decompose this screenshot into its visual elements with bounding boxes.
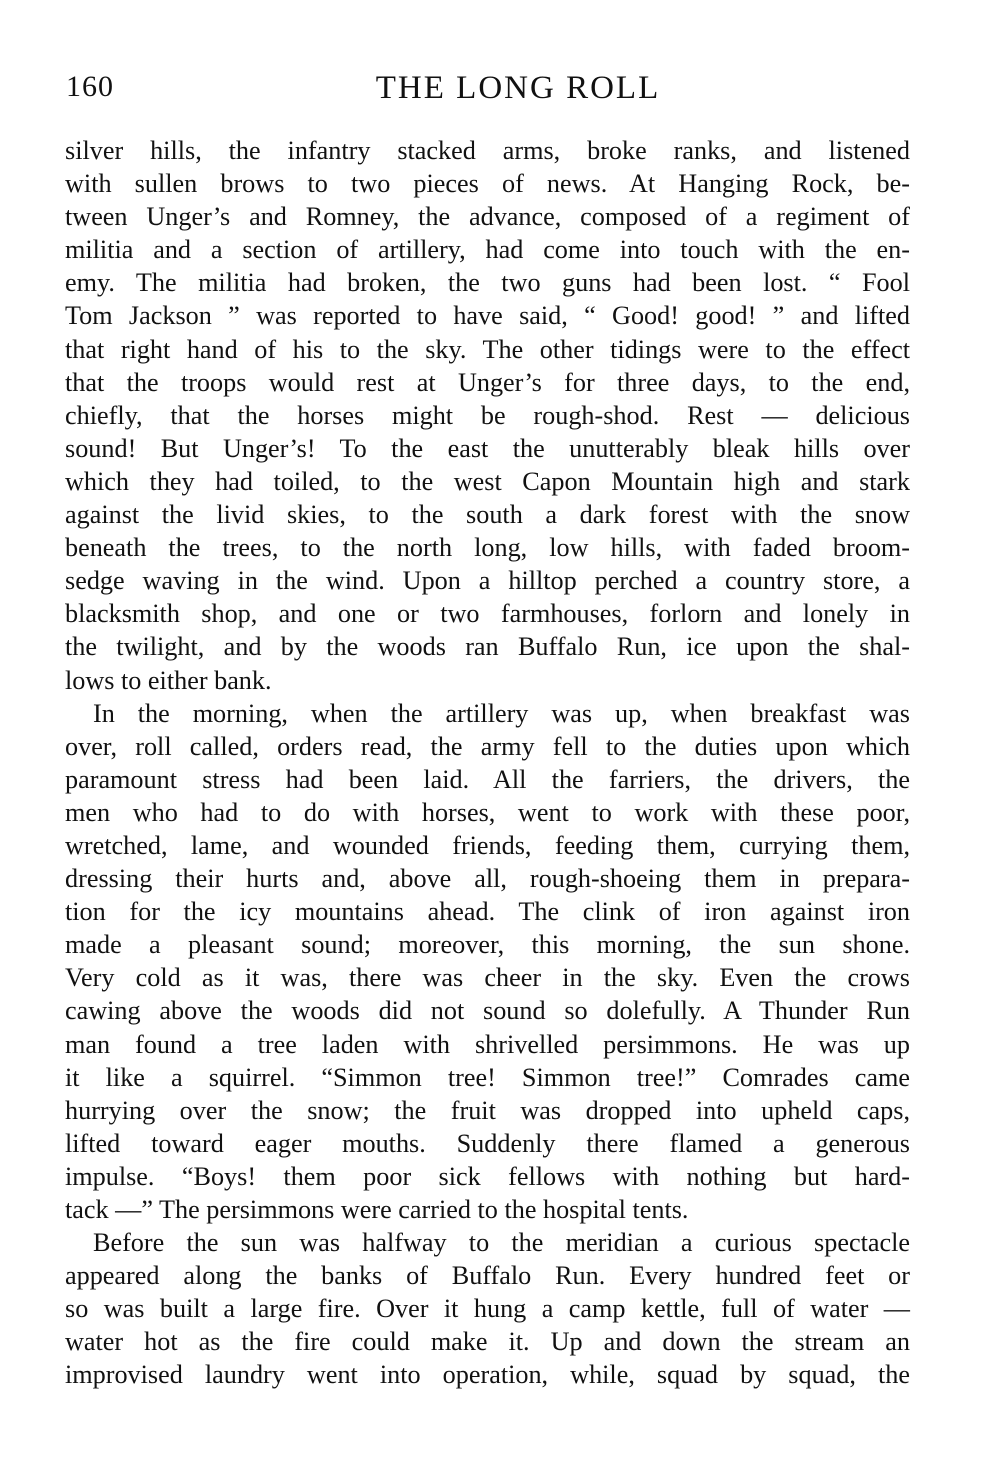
text-line: against the livid skies, to the south a dark forest with the snow: [65, 500, 910, 530]
text-line: wretched, lame, and wounded friends, feeding them, currying them,: [65, 830, 910, 860]
page-number: 160: [66, 70, 114, 103]
text-line: Before the sun was halfway to the meridian a curious spectacle: [93, 1228, 910, 1258]
paragraph: [65, 697, 910, 1227]
text-line: so was built a large fire. Over it hung a camp kettle, full of water —: [65, 1294, 910, 1324]
text-line: it like a squirrel. “Simmon tree! Simmon tree!” Comrades came: [65, 1062, 910, 1092]
text-line: tack —” The persimmons were carried to the hospital tents.: [65, 1195, 689, 1224]
text-line: with sullen brows to two pieces of news. At Hanging Rock, be-: [65, 169, 910, 199]
page-header: [66, 70, 910, 114]
text-line: over, roll called, orders read, the army fell to the duties upon which: [65, 731, 910, 761]
text-line: In the morning, when the artillery was up, when breakfast was: [93, 698, 910, 728]
text-line: which they had toiled, to the west Capon Mountain high and stark: [65, 466, 910, 496]
text-line: Very cold as it was, there was cheer in the sky. Even the crows: [65, 963, 910, 993]
text-line: tion for the icy mountains ahead. The clink of iron against iron: [65, 897, 910, 927]
text-line: dressing their hurts and, above all, rough-shoeing them in prepara-: [65, 864, 910, 894]
running-title: THE LONG ROLL: [375, 70, 661, 106]
text-line: blacksmith shop, and one or two farmhouses, forlorn and lonely in: [65, 599, 910, 629]
text-line: sound! But Unger’s! To the east the unutterably bleak hills over: [65, 433, 910, 463]
text-line: improvised laundry went into operation, while, squad by squad, the: [65, 1360, 910, 1390]
text-line: hurrying over the snow; the fruit was dropped into upheld caps,: [65, 1095, 910, 1125]
text-line: sedge waving in the wind. Upon a hilltop perched a country store, a: [65, 566, 910, 596]
text-line: lows to either bank.: [65, 665, 272, 695]
text-line: made a pleasant sound; moreover, this morning, the sun shone.: [65, 930, 910, 960]
text-line: man found a tree laden with shrivelled persimmons. He was up: [65, 1029, 910, 1059]
text-line: beneath the trees, to the north long, low hills, with faded broom-: [65, 533, 910, 563]
text-line: impulse. “Boys! them poor sick fellows with nothing but hard-: [65, 1161, 910, 1191]
text-line: Tom Jackson ” was reported to have said, “ Good! good! ” and lifted: [65, 301, 910, 331]
text-line: water hot as the fire could make it. Up and down the stream an: [65, 1327, 910, 1357]
text-line: militia and a section of artillery, had come into touch with the en-: [65, 235, 910, 265]
text-line: men who had to do with horses, went to work with these poor,: [65, 797, 910, 827]
text-line: that the troops would rest at Unger’s for three days, to the end,: [65, 367, 910, 397]
text-line: appeared along the banks of Buffalo Run. Every hundred feet or: [65, 1261, 910, 1291]
text-line: lifted toward eager mouths. Suddenly there flamed a generous: [65, 1128, 910, 1158]
paragraph: [65, 134, 910, 697]
text-line: cawing above the woods did not sound so dolefully. A Thunder Run: [65, 996, 910, 1026]
text-line: tween Unger’s and Romney, the advance, composed of a regiment of: [65, 202, 910, 232]
text-line: emy. The militia had broken, the two guns had been lost. “ Fool: [65, 268, 910, 298]
text-line: that right hand of his to the sky. The other tidings were to the effect: [65, 334, 910, 364]
body-text: [65, 134, 910, 1392]
text-line: paramount stress had been laid. All the farriers, the drivers, the: [65, 764, 910, 794]
text-line: chiefly, that the horses might be rough-shod. Rest — delicious: [65, 400, 910, 430]
text-line: the twilight, and by the woods ran Buffalo Run, ice upon the shal-: [65, 632, 910, 662]
paragraph: [65, 1226, 910, 1391]
text-line: silver hills, the infantry stacked arms, broke ranks, and listened: [65, 136, 910, 165]
